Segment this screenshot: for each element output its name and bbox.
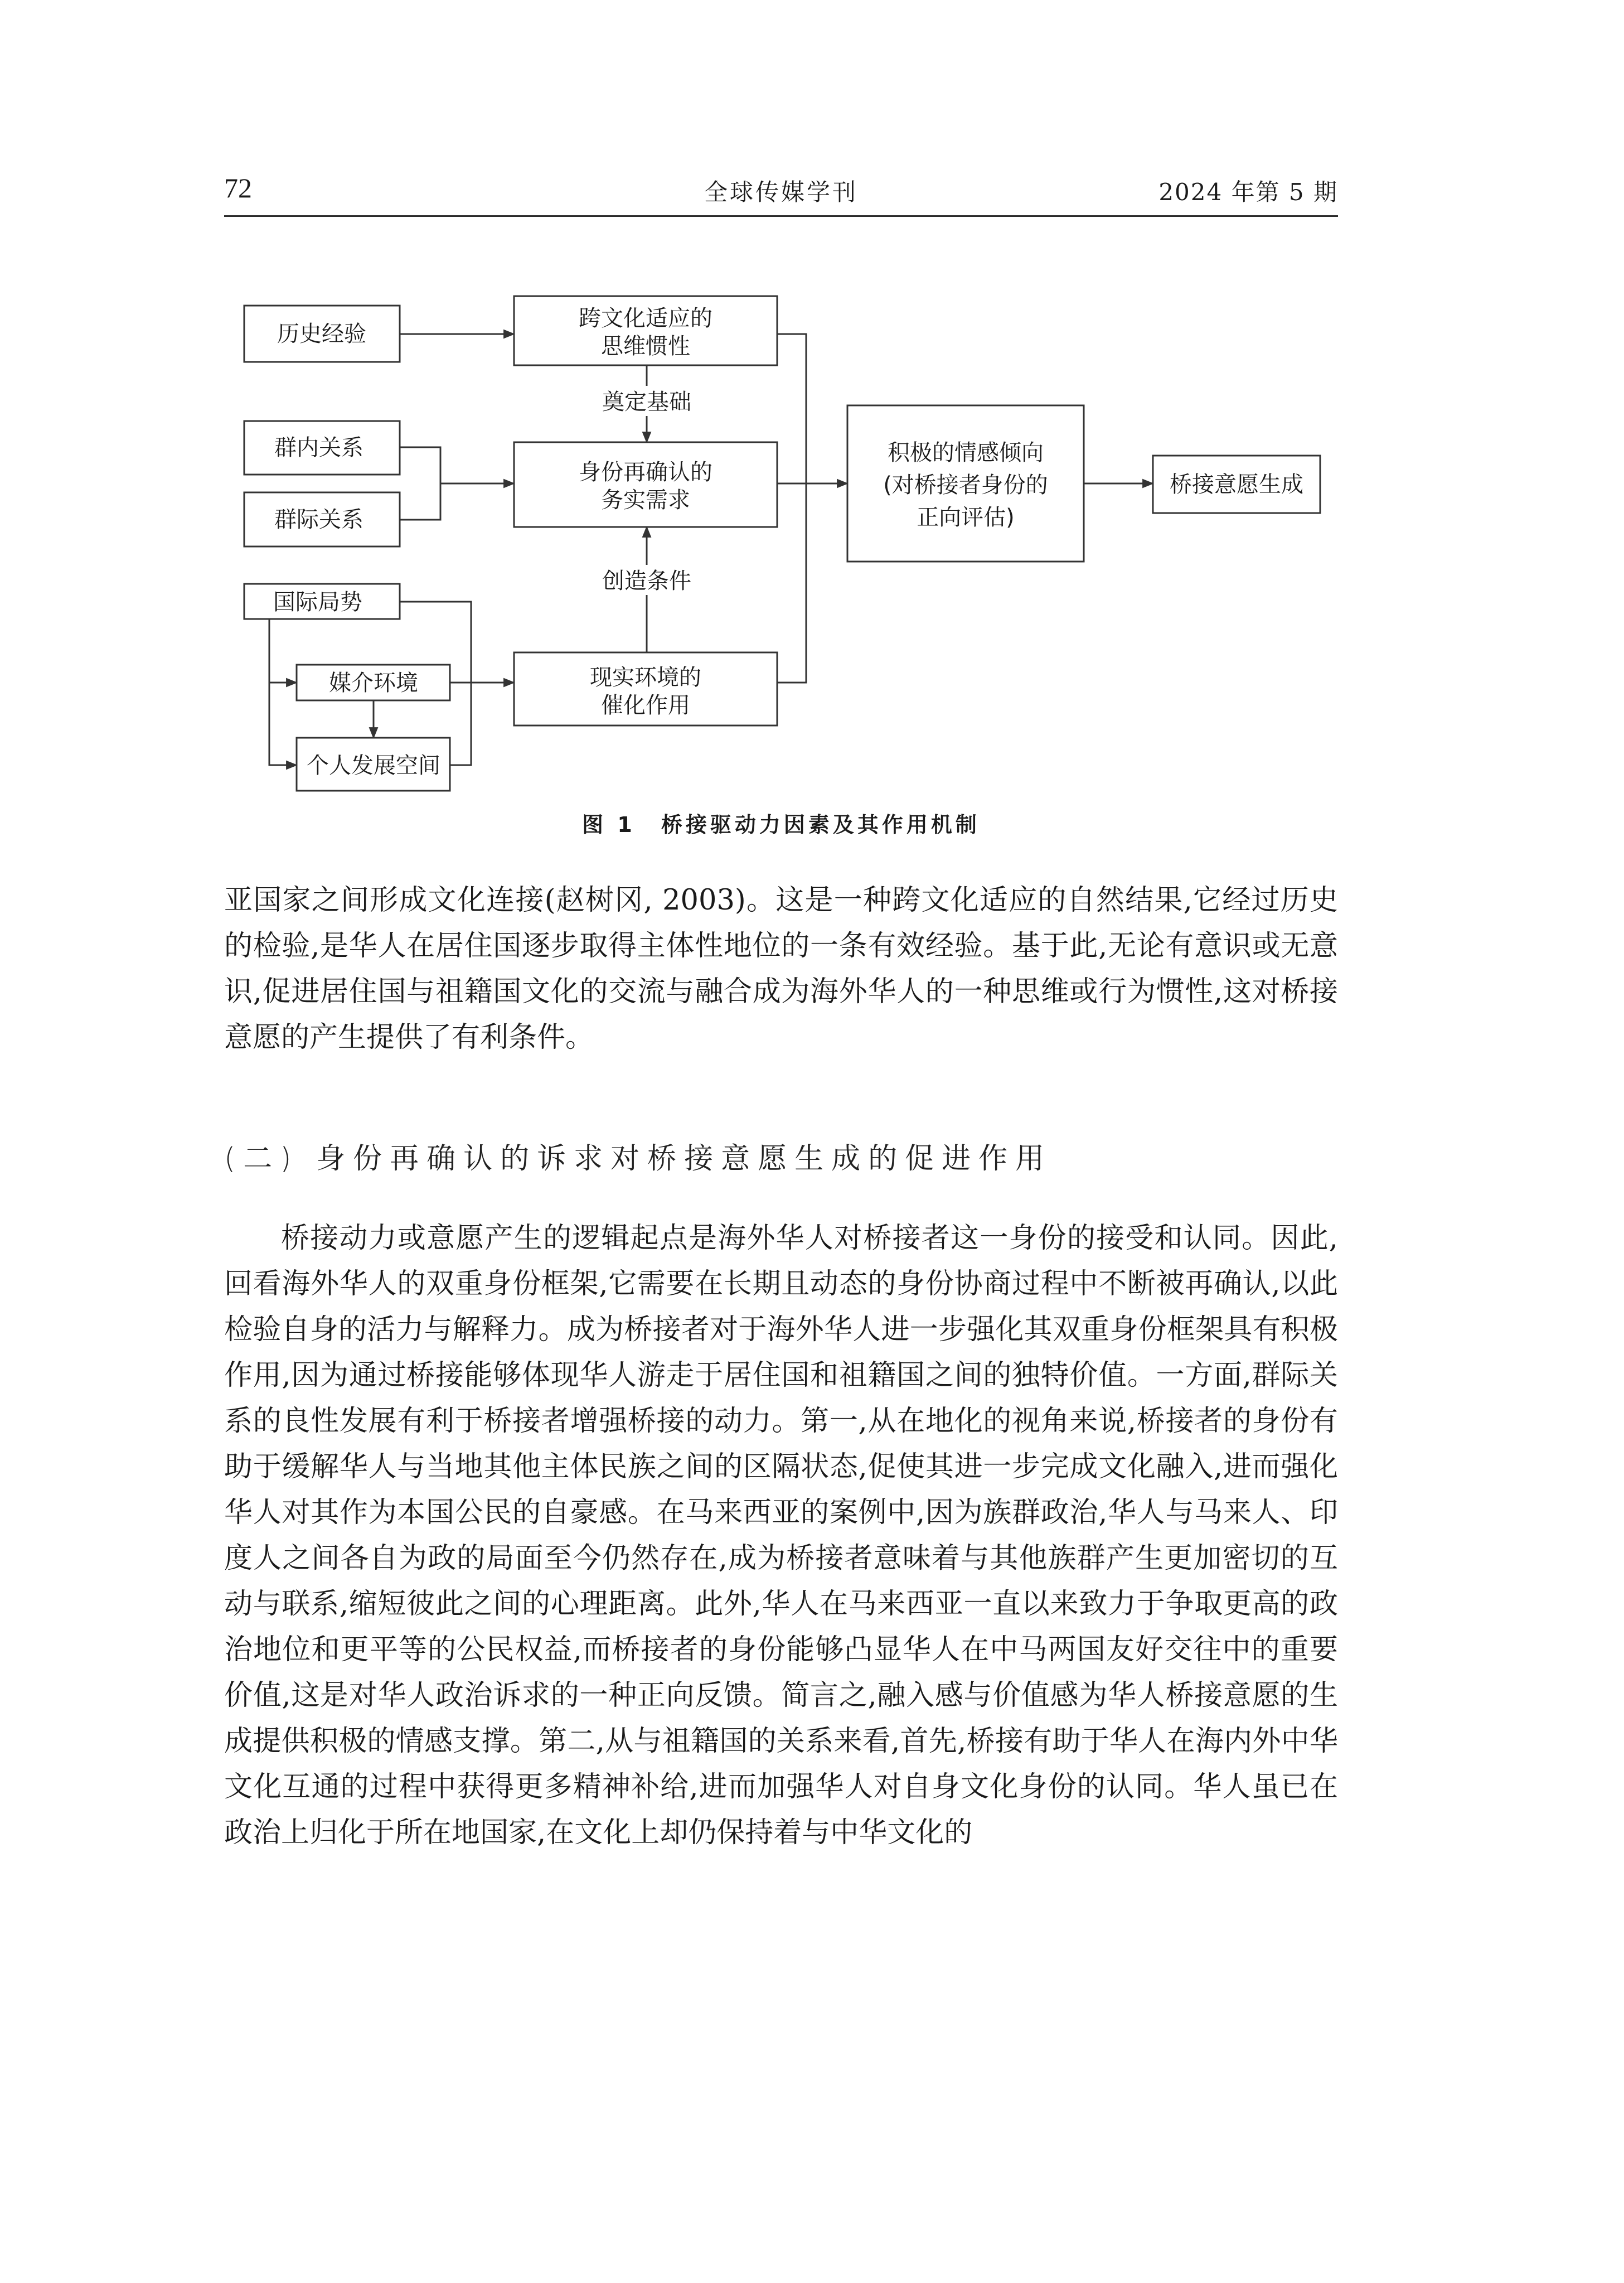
paragraph-continued xyxy=(224,878,1338,1061)
svg-text:群际关系: 群际关系 xyxy=(274,507,363,533)
svg-text:现实环境的: 现实环境的 xyxy=(590,665,701,690)
figure-number: 图 1 xyxy=(582,812,636,837)
label-foundation: 奠定基础 xyxy=(602,389,691,415)
label-condition: 创造条件 xyxy=(602,568,691,594)
svg-text:正向评估): 正向评估) xyxy=(917,505,1015,530)
paragraph-2-text: 桥接动力或意愿产生的逻辑起点是海外华人对桥接者这一身份的接受和认同。因此,回看海外华人的双重身份框架,它需要在长期且动态的身份协商过程中不断被再确认,以此检验自身的活力与解释力。成为桥接者对于海外华人进一步强化其双重身份框架具有积极作用,因为通过桥接能够体现华人游走于居住国和祖籍国之间的独特价值。一方面,群际关系的良性发展有利于桥接者增强桥接的动力。第一,从在地化的视角来说,桥接者的身份有助于缓解华人与当地其他主体民族之间的区隔状态,促使其进一步完成文化融入,进而强化华人对其作为本国公民的自豪感。在马来西亚的案例中,因为族群政治,华人与马来人、印度人之间各自为政的局面至今仍然存在,成为桥接者意味着与其他族群产生更加密切的互动与联系,缩短彼此之间的心理距离。此外,华人在马来西亚一直以来致力于争取更高的政治地位和更平等的公民权益,而桥接者的身份能够凸显华人在中马两国友好交往中的重要价值,这是对华人政治诉求的一种正向反馈。简言之,融入感与价值感为华人桥接意愿的生成提供积极的情感支撑。第二,从与祖籍国的关系来看,首先,桥接有助于华人在海内外中华文化互通的过程中获得更多精神补给,进而加强华人对自身文化身份的认同。华人虽已在政治上归化于所在地国家,在文化上却仍保持着与中华文化的 xyxy=(224,1222,1338,1849)
box-identity-need xyxy=(514,442,777,527)
journal-title: 全球传媒学刊 xyxy=(704,178,858,206)
line-intra-group xyxy=(400,447,440,483)
svg-text:(对桥接者身份的: (对桥接者身份的 xyxy=(883,472,1048,498)
box-cultural-habit xyxy=(514,296,777,365)
section-heading: (二) 身份再确认的诉求对桥接意愿生成的促进作用 xyxy=(224,1142,1053,1176)
line-inter-group xyxy=(400,483,440,520)
arrow-intl-to-personal xyxy=(269,683,297,765)
box-history xyxy=(244,306,400,362)
paragraph-main xyxy=(224,1216,1338,1856)
arrow-intl-to-media xyxy=(269,619,297,683)
svg-text:桥接意愿生成: 桥接意愿生成 xyxy=(1170,472,1303,497)
flow-diagram xyxy=(0,0,1624,803)
svg-text:历史经验: 历史经验 xyxy=(277,321,366,347)
box-inter-group xyxy=(244,492,400,546)
box-intl-situation xyxy=(244,584,400,619)
svg-text:个人发展空间: 个人发展空间 xyxy=(307,753,440,778)
svg-text:身份再确认的: 身份再确认的 xyxy=(579,459,712,485)
box-intra-group xyxy=(244,421,400,475)
paragraph-1-text: 亚国家之间形成文化连接(赵树冈, 2003)。这是一种跨文化适应的自然结果,它经过历史的检验,是华人在居住国逐步取得主体性地位的一条有效经验。基于此,无论有意识或无意识,促进居住国与祖籍国文化的交流与融合成为海外华人的一种思维或行为惯性,这对桥接意愿的产生提供了有利条件。 xyxy=(224,884,1338,1054)
svg-text:群内关系: 群内关系 xyxy=(274,435,363,461)
box-personal-space xyxy=(297,738,450,791)
svg-text:媒介环境: 媒介环境 xyxy=(329,670,418,696)
svg-text:催化作用: 催化作用 xyxy=(601,693,690,718)
line-personal-space xyxy=(450,683,471,765)
svg-text:积极的情感倾向: 积极的情感倾向 xyxy=(888,440,1044,466)
page-number: 72 xyxy=(224,172,252,204)
issue-label: 2024 年第 5 期 xyxy=(1158,178,1338,206)
box-media-env xyxy=(297,665,450,700)
figure-title: 桥接驱动力因素及其作用机制 xyxy=(661,812,980,837)
box-positive-emotion xyxy=(847,405,1084,562)
svg-text:务实需求: 务实需求 xyxy=(601,487,690,513)
svg-text:跨文化适应的: 跨文化适应的 xyxy=(579,306,712,331)
box-catalyst xyxy=(514,652,777,725)
figure-caption xyxy=(224,807,1338,838)
svg-text:国际局势: 国际局势 xyxy=(273,589,362,615)
line-habit-to-right xyxy=(777,334,806,683)
svg-text:思维惯性: 思维惯性 xyxy=(601,333,690,359)
box-bridging-intention xyxy=(1153,456,1320,513)
